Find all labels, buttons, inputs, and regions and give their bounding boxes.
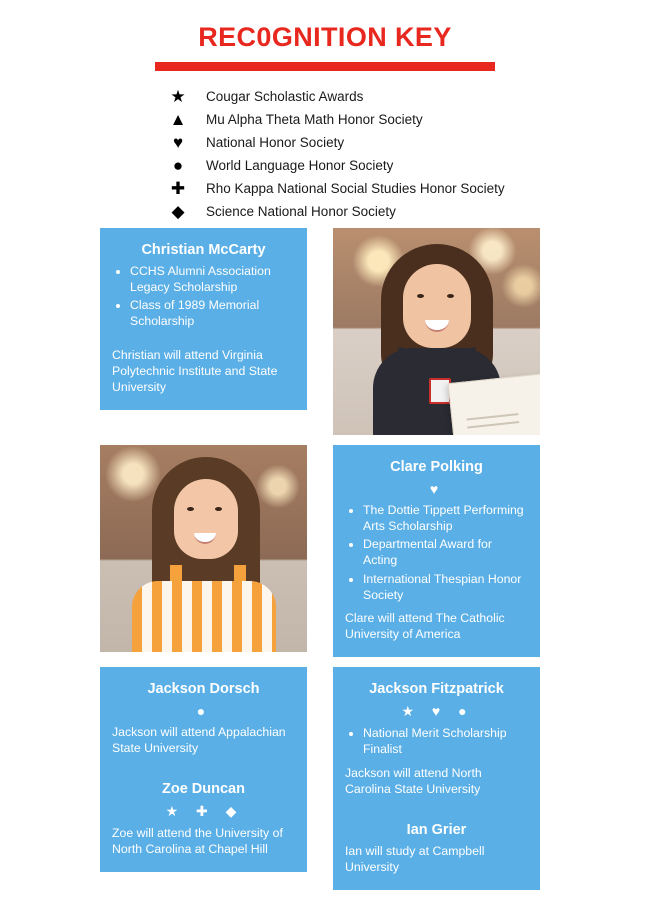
photo-clothing-shape xyxy=(132,581,276,652)
legend-item xyxy=(150,131,590,153)
award-list xyxy=(345,726,528,757)
student-cards-right xyxy=(333,667,540,889)
title-underline xyxy=(155,62,495,71)
student-symbols: ★ ✚ ◆ xyxy=(165,803,244,820)
student-name: Jackson Dorsch xyxy=(147,681,260,698)
student-info-card-jackson-fitzpatrick xyxy=(333,667,540,889)
photo-eye-shape xyxy=(187,507,194,511)
photo-image xyxy=(333,228,540,435)
student-info-card-jackson-dorsch xyxy=(100,667,307,872)
award-item: • The Dottie Tippett Performing Arts Scholarship xyxy=(363,503,528,534)
heart-icon: ♥ xyxy=(172,132,184,152)
student-symbols: ★ ♥ ● xyxy=(401,703,474,720)
student-symbols: ● xyxy=(196,703,213,720)
spacer xyxy=(345,798,528,808)
student-row xyxy=(100,445,540,657)
star-icon: ★ xyxy=(170,86,186,106)
award-item: • CCHS Alumni Association Legacy Scholarship xyxy=(130,264,295,295)
legend-item xyxy=(150,154,590,176)
legend-item-label: Science National Honor Society xyxy=(206,203,396,219)
page xyxy=(0,22,650,874)
photo-image xyxy=(100,445,307,652)
student-name: Zoe Duncan xyxy=(162,781,245,798)
legend-item-label: National Honor Society xyxy=(206,134,345,150)
student-cards-left xyxy=(100,667,307,889)
cross-icon: ✚ xyxy=(170,178,186,198)
page-title: REC0GNITION KEY xyxy=(198,22,452,52)
legend-item xyxy=(150,85,590,107)
student-name: Clare Polking xyxy=(390,459,483,475)
award-item: • Departmental Award for Acting xyxy=(363,537,528,568)
student-name: Jackson Fitzpatrick xyxy=(369,681,504,698)
photo-envelope-line xyxy=(466,413,518,420)
student-photo-clare xyxy=(100,445,307,657)
student-symbols: ♥ xyxy=(429,481,446,497)
award-list xyxy=(345,503,528,603)
student-card-clare xyxy=(333,445,540,657)
photo-envelope-shape xyxy=(448,373,540,435)
spacer xyxy=(112,338,295,348)
legend-item xyxy=(150,200,590,222)
circle-icon: ● xyxy=(172,155,184,175)
recognition-legend xyxy=(150,85,590,222)
photo-envelope-line xyxy=(467,421,519,428)
college-plan: Christian will attend Virginia Polytechnic Institute and State University xyxy=(112,347,278,394)
legend-item-label: Rho Kappa National Social Studies Honor Society xyxy=(206,180,505,196)
photo-eye-shape xyxy=(417,294,424,298)
student-name: Christian McCarty xyxy=(141,242,266,258)
student-grid xyxy=(100,228,540,900)
photo-eye-shape xyxy=(447,294,454,298)
student-card-christian xyxy=(100,228,307,435)
student-photo-christian xyxy=(333,228,540,435)
spacer xyxy=(112,757,295,767)
award-item: • International Thespian Honor Society xyxy=(363,572,528,603)
student-info-card xyxy=(333,445,540,657)
legend-item xyxy=(150,108,590,130)
student-name: Ian Grier xyxy=(406,821,467,838)
triangle-icon: ▲ xyxy=(169,109,187,129)
college-plan: Clare will attend The Catholic University of America xyxy=(345,611,505,642)
award-list xyxy=(112,264,295,330)
legend-item xyxy=(150,177,590,199)
photo-eye-shape xyxy=(215,507,222,511)
college-plan: Ian will study at Campbell University xyxy=(345,843,485,874)
student-info-card xyxy=(100,228,307,410)
legend-item-label: Cougar Scholastic Awards xyxy=(206,88,364,104)
student-row xyxy=(100,228,540,435)
award-item: • Class of 1989 Memorial Scholarship xyxy=(130,298,295,329)
legend-item-label: World Language Honor Society xyxy=(206,157,394,173)
photo-face-shape xyxy=(403,264,471,348)
college-plan: Jackson will attend Appalachian State University xyxy=(112,725,286,756)
college-plan: Jackson will attend North Carolina State University xyxy=(345,765,482,796)
award-item: • National Merit Scholarship Finalist xyxy=(363,726,528,757)
legend-item-label: Mu Alpha Theta Math Honor Society xyxy=(206,111,423,127)
diamond-icon: ◆ xyxy=(171,201,185,221)
college-plan: Zoe will attend the University of North Carolina at Chapel Hill xyxy=(112,826,283,857)
student-row xyxy=(100,667,540,889)
photo-face-shape xyxy=(174,479,238,559)
